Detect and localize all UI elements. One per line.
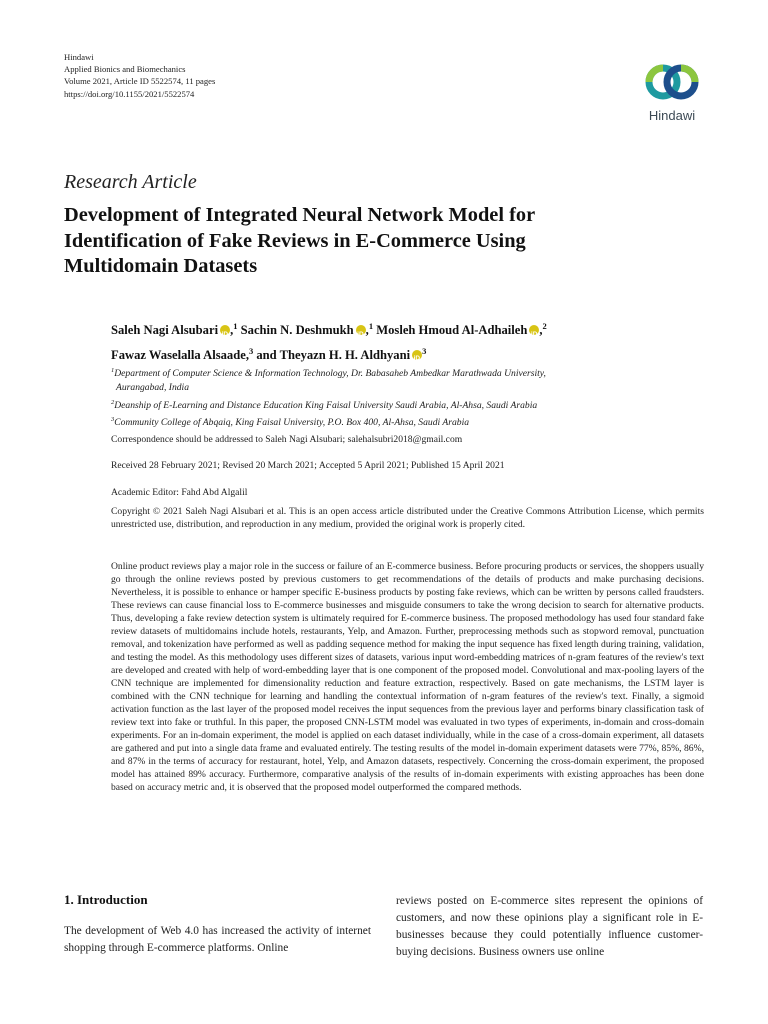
copyright-notice: Copyright © 2021 Saleh Nagi Alsubari et al. This is an open access article distributed under the Creative Commons Attribution License, which permits unrestricted use, distribution, and reproduction in any medium, provided the original work is properly cited. [111,506,704,530]
affiliation-number: 3 [111,415,115,423]
author-name: Sachin N. Deshmukh [240,323,354,338]
author-affiliation-mark: 2 [542,321,547,331]
article-type: Research Article [64,171,197,193]
publication-dates: Received 28 February 2021; Revised 20 March 2021; Accepted 5 April 2021; Published 15 April 2021 [111,460,505,471]
correspondence: Correspondence should be addressed to Saleh Nagi Alsubari; salehalsubri2018@gmail.com [111,434,463,445]
author-affiliation-mark: 1 [368,321,374,331]
orcid-icon[interactable] [356,325,366,335]
journal-name: Applied Bionics and Biomechanics [64,64,186,75]
orcid-icon[interactable] [412,350,422,360]
author-name: Mosleh Hmoud Al-Adhaileh [376,323,528,338]
journal-meta [64,51,215,100]
author-name: Saleh Nagi Alsubari [111,323,219,338]
body-text-left-column: The development of Web 4.0 has increased the activity of internet shopping through E-commerce platforms. Online [64,925,371,954]
author-affiliation-mark: 3 [248,345,254,356]
author-name: Theyazn H. H. Aldhyani [279,347,411,362]
affiliation-3 [111,413,671,430]
hindawi-rings-icon [643,58,701,106]
affiliation-1 [111,364,671,381]
publisher-name: Hindawi [64,52,94,62]
affiliation-number: 1 [111,367,115,374]
article-title: Development of Integrated Neural Network Model for Identification of Fake Reviews in E-Commerce Using Multidomain Datasets [64,204,535,277]
academic-editor: Academic Editor: Fahd Abd Algalil [111,487,248,498]
author-affiliation-mark: 1 [233,321,238,331]
doi-link[interactable]: https://doi.org/10.1155/2021/5522574 [64,88,195,99]
affiliation-2 [111,396,671,413]
affiliations [111,364,671,430]
orcid-icon[interactable] [220,325,230,335]
affiliation-text: Community College of Abqaiq, King Faisal University, P.O. Box 400, Al-Ahsa, Saudi Arabia [114,417,470,429]
volume-line: Volume 2021, Article ID 5522574, 11 pages [64,76,216,87]
body-text-right-column: reviews posted on E-commerce sites represent the opinions of customers, and now these opinions play a significant role in E-businesses because they could potentially influence customer-buying decisions. Business owners use online [396,895,703,958]
author-name: Fawaz Waselalla Alsaade [111,347,246,362]
author-affiliation-mark: 3 [422,345,427,356]
orcid-icon[interactable] [529,325,539,335]
affiliation-number: 2 [111,398,115,406]
affiliation-text: Department of Computer Science & Information Technology, Dr. Babasaheb Ambedkar Marathwada University, [114,368,546,380]
affiliation-text: Deanship of E-Learning and Distance Education King Faisal University Saudi Arabia, Al-Ahsa, Saudi Arabia [114,399,538,411]
abstract: Online product reviews play a major role in the success or failure of an E-commerce business. Before procuring products or services, the shoppers usually go through the online reviews posted by previous customers to get recommendations of the details of products and make purchasing decisions. Nevertheless, it is possible to enhance or hamper specific E-business products by posting fake reviews, which can be written by persons called fraudsters. These reviews can cause financial loss to E-commerce businesses and misguide consumers to take the wrong decision to search for alternative products. Thus, developing a fake review detection system is ultimately required for E-commerce business. The proposed methodology has used four standard fake review datasets of multidomains include hotels, restaurants, Yelp, and Amazon. Further, preprocessing methods such as stopword removal, punctuation removal, and tokenization have performed as well as padding sequence method for making the input sequence has fixed length during training, validation, and testing the model. As this methodology uses different sizes of datasets, various input word-embedding matrices of n-gram features of the review's text are developed and created with help of word-embedding layer that is one component of the proposed model. Convolutional and max-pooling layers of the CNN technique are implemented for dimensionality reduction and feature extraction, respectively. Based on gate mechanisms, the LSTM layer is combined with the CNN technique for learning and handling the contextual information of n-gram features of the review's text. Finally, a sigmoid activation function as the last layer of the proposed model receives the input sequences from the previous layer and performs binary classification task of review text into fake or truthful. In this paper, the proposed CNN-LSTM model was evaluated in two types of experiments, in-domain and cross-domain experiments. For an in-domain experiment, the model is applied on each dataset individually, while in the case of a cross-domain experiment, all datasets are gathered and put into a single data frame and evaluated entirely. The testing results of the model in-domain experiment datasets were 77%, 85%, 86%, and 87% in the terms of accuracy for restaurant, hotel, Yelp, and Amazon datasets, respectively. Concerning the cross-domain experiment, the proposed model has attained 89% accuracy. Furthermore, comparative analysis of the results of in-domain experiments with existing approaches has been done based on accuracy metric and, it is observed that the proposed model outperformed the compared methods. [111,561,704,793]
author-list: Saleh Nagi AlsubariiD ,$^1$ Sachin N. DeshmukhiD ,$^1$ Mosleh Hmoud Al-AdhailehiD ,$^2$ Fawaz Waselalla Alsaade,$^3$ and Theyazn H. H. AldhyaniiD $^3$ [111,316,671,365]
affiliation-1-continued: Aurangabad, India [116,382,190,394]
section-heading: 1. Introduction [64,892,148,907]
hindawi-logo [636,58,708,138]
logo-wordmark: Hindawi [648,108,696,123]
